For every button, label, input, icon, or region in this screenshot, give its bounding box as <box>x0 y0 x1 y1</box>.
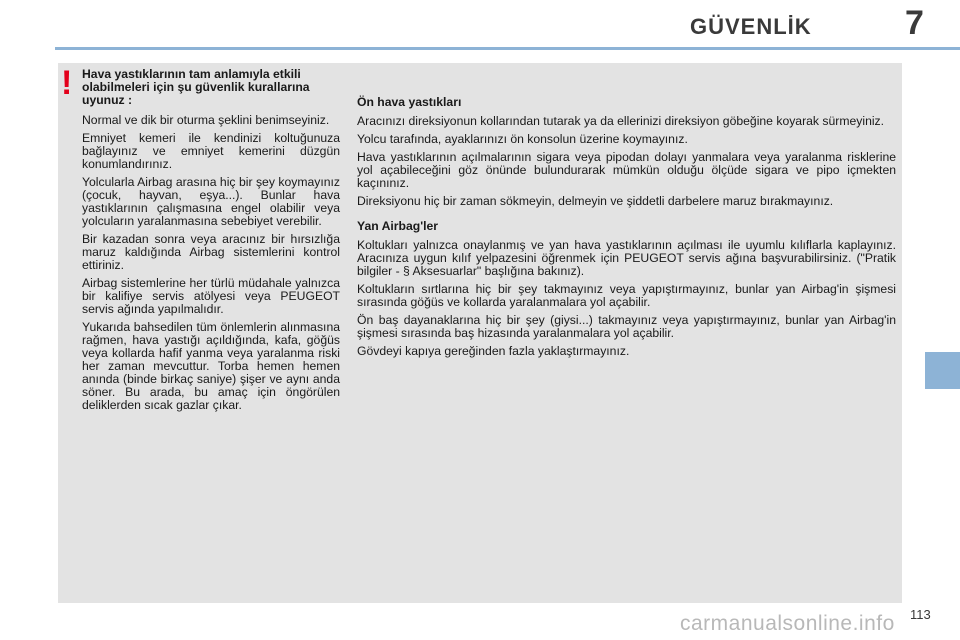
front-airbags-heading: Ön hava yastıkları <box>357 95 462 109</box>
warning-paragraph: Normal ve dik bir oturma şeklini benimseyiniz. <box>82 113 330 127</box>
front-airbags-paragraph: Aracınızı direksiyonun kollarından tutarak ya da ellerinizi direksiyon göbeğine koyarak sürmeyiniz. <box>357 114 885 128</box>
exclamation-icon: ! <box>61 64 73 102</box>
airbag-rules-column <box>357 96 896 363</box>
side-airbags-paragraph: Gövdeyi kapıya gereğinden fazla yaklaştırmayınız. <box>357 344 630 358</box>
chapter-title: GÜVENLİK <box>690 14 812 39</box>
warning-paragraph: Airbag sistemlerine her türlü müdahale yalnızca bir kalifiye servis atölyesi veya PEUGEOT servis ağında yapılmalıdır. <box>82 276 340 316</box>
chapter-side-tab <box>925 352 960 389</box>
warning-paragraph: Emniyet kemeri ile kendinizi koltuğunuza bağlayınız ve emniyet kemerini düzgün konumlandırınız. <box>82 131 340 171</box>
warning-paragraph: Bir kazadan sonra veya aracınız bir hırsızlığa maruz kaldığında Airbag sistemlerini kontrol ettiriniz. <box>82 232 340 272</box>
side-airbags-paragraph: Koltukların sırtlarına hiç bir şey takmayınız veya yapıştırmayınız, bunlar yan Airbag'in şişmesi sırasında göğüs ve kollarda yaralanmalara yol açabilir. <box>357 282 896 309</box>
page-number: 113 <box>910 607 931 622</box>
front-airbags-paragraph: Direksiyonu hiç bir zaman sökmeyin, delmeyin ve şiddetli darbelere maruz bırakmayınız. <box>357 194 834 208</box>
warning-column <box>82 68 340 417</box>
header-rule <box>55 47 960 50</box>
warning-paragraph: Yukarıda bahsedilen tüm önlemlerin alınmasına rağmen, hava yastığı açıldığında, kafa, göğüs veya kollarda hafif yanma veya yaralanma riski her zaman mevcuttur. Torba hemen hemen anında (binde birkaç saniye) şişer ve aynı anda söner. Bu arada, bu amaç için öngörülen deliklerden sıcak gazlar çıkar. <box>82 320 340 412</box>
warning-heading: Hava yastıklarının tam anlamıyla etkili olabilmeleri için şu güvenlik kurallarına uyunuz : <box>82 67 310 107</box>
warning-paragraph: Yolcularla Airbag arasına hiç bir şey koymayınız (çocuk, hayvan, eşya...). Bunlar hava yastıklarının çalışmasına engel olabilir veya yolcuların yaralanmasına sebebiyet verebilir. <box>82 175 340 228</box>
chapter-number: 7 <box>905 4 924 42</box>
side-airbags-heading: Yan Airbag'ler <box>357 219 439 233</box>
side-airbags-paragraph: Koltukları yalnızca onaylanmış ve yan hava yastıklarının açılması ile uyumlu kılıflarla kaplayınız. Aracınıza uygun kılıf yelpazesini öğrenmek için PEUGEOT servis ağına başvurabilirsiniz. ("Pratik bilgiler - § Aksesuarlar" başlığına bakınız). <box>357 238 896 278</box>
side-airbags-paragraph: Ön baş dayanaklarına hiç bir şey (giysi...) takmayınız veya yapıştırmayınız, bunlar yan Airbag'in şişmesi sırasında baş hizasında yaralanmalara yol açabilir. <box>357 313 896 340</box>
front-airbags-paragraph: Hava yastıklarının açılmalarının sigara veya pipodan dolayı yanmalara veya yaralanma risklerine yol açabileceğini göz önünde bulundurarak mümkün olduğu ölçüde sigara ve pipo içmekten kaçınınız. <box>357 150 896 190</box>
watermark: carmanualsonline.info <box>680 612 895 635</box>
front-airbags-paragraph: Yolcu tarafında, ayaklarınızı ön konsolun üzerine koymayınız. <box>357 132 688 146</box>
